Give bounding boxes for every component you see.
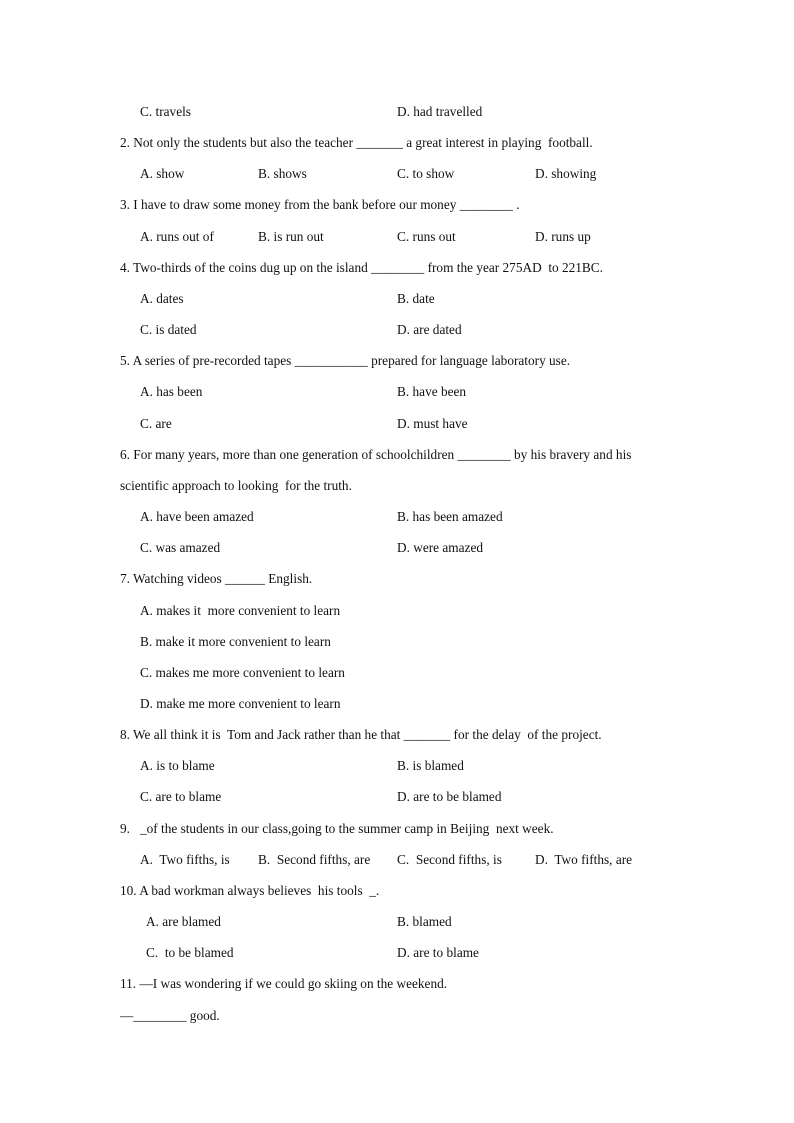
question-5-stem: 5. A series of pre-recorded tapes ___________ prepared for language laboratory use. (120, 353, 571, 369)
question-3-stem: 3. I have to draw some money from the bank before our money ________ . (120, 197, 520, 213)
question-8-option-a: A. is to blame (140, 758, 215, 774)
question-4-options-row-2 (0, 314, 794, 345)
question-11-answer-row (0, 1000, 794, 1031)
question-6-stem-row-1 (0, 439, 794, 470)
question-7-stem-row (0, 563, 794, 594)
question-11-stem: 11. —I was wondering if we could go skiing on the weekend. (120, 976, 448, 992)
question-10-option-b: B. blamed (397, 914, 452, 930)
question-9-option-a: A. Two fifths, is (140, 851, 230, 867)
question-8-options-row-1 (0, 750, 794, 781)
question-5-option-d: D. must have (397, 415, 468, 431)
question-2-option-b: B. shows (258, 166, 307, 182)
question-2-options-row (0, 158, 794, 189)
question-10-options-row-2 (0, 937, 794, 968)
question-9-option-c: C. Second fifths, is (397, 851, 502, 867)
question-10-option-d: D. are to blame (397, 945, 479, 961)
question-4-options-row-1 (0, 283, 794, 314)
question-2-stem-row (0, 127, 794, 158)
question-7-option-c-row (0, 657, 794, 688)
question-7-stem: 7. Watching videos ______ English. (120, 571, 313, 587)
question-10-stem: 10. A bad workman always believes his tools _. (120, 882, 380, 898)
question-4-option-c: C. is dated (140, 322, 197, 338)
question-4-option-a: A. dates (140, 290, 184, 306)
question-3-stem-row (0, 189, 794, 220)
question-7-option-d-row (0, 688, 794, 719)
question-1-option-c: C. travels (140, 104, 191, 119)
question-3-option-b: B. is run out (258, 228, 324, 244)
question-2-stem: 2. Not only the students but also the teacher _______ a great interest in playing football. (120, 135, 593, 151)
question-2-option-d: D. showing (535, 166, 597, 182)
question-4-stem: 4. Two-thirds of the coins dug up on the island ________ from the year 275AD to 221BC. (120, 259, 603, 275)
question-1-options-row (0, 96, 794, 127)
question-6-option-c: C. was amazed (140, 540, 221, 556)
question-6-stem-line-2: scientific approach to looking for the truth. (120, 477, 352, 493)
question-5-options-row-2 (0, 408, 794, 439)
question-3-option-d: D. runs up (535, 228, 591, 244)
question-2-option-a: A. show (140, 166, 185, 182)
question-9-option-d: D. Two fifths, are (535, 851, 633, 867)
question-1-option-d: D. had travelled (397, 104, 483, 119)
question-10-option-a: A. are blamed (146, 914, 221, 930)
worksheet-page (0, 96, 794, 1031)
question-7-option-a: A. makes it more convenient to learn (140, 602, 341, 618)
question-6-options-row-1 (0, 501, 794, 532)
question-4-stem-row (0, 252, 794, 283)
question-3-option-a: A. runs out of (140, 228, 214, 244)
question-6-options-row-2 (0, 532, 794, 563)
question-9-stem: 9. _of the students in our class,going to the summer camp in Beijing next week. (120, 820, 554, 836)
question-5-option-a: A. has been (140, 384, 203, 400)
question-7-option-b-row (0, 626, 794, 657)
question-8-options-row-2 (0, 781, 794, 812)
question-6-option-b: B. has been amazed (397, 509, 503, 525)
question-11-stem-row (0, 968, 794, 999)
question-5-option-c: C. are (140, 415, 172, 431)
question-8-option-c: C. are to blame (140, 789, 222, 805)
question-3-options-row (0, 221, 794, 252)
question-8-option-b: B. is blamed (397, 758, 464, 774)
question-4-option-b: B. date (397, 290, 435, 306)
question-7-option-c: C. makes me more convenient to learn (140, 664, 345, 680)
question-9-options-row (0, 844, 794, 875)
question-6-stem-row-2 (0, 470, 794, 501)
question-8-stem: 8. We all think it is Tom and Jack rather than he that _______ for the delay of the project. (120, 727, 602, 743)
question-10-stem-row (0, 875, 794, 906)
question-3-option-c: C. runs out (397, 228, 456, 244)
question-11-answer-line: —________ good. (120, 1007, 220, 1023)
question-10-option-c: C. to be blamed (146, 945, 234, 961)
question-9-stem-row (0, 813, 794, 844)
question-7-option-a-row (0, 595, 794, 626)
question-6-option-d: D. were amazed (397, 540, 484, 556)
question-10-options-row-1 (0, 906, 794, 937)
question-7-option-d: D. make me more convenient to learn (140, 695, 341, 711)
question-6-stem-line-1: 6. For many years, more than one generation of schoolchildren ________ by his bravery and his (120, 446, 632, 462)
question-9-option-b: B. Second fifths, are (258, 851, 371, 867)
question-8-stem-row (0, 719, 794, 750)
question-4-option-d: D. are dated (397, 322, 462, 338)
question-6-option-a: A. have been amazed (140, 509, 254, 525)
question-8-option-d: D. are to be blamed (397, 789, 502, 805)
question-5-options-row-1 (0, 376, 794, 407)
question-7-option-b: B. make it more convenient to learn (140, 633, 331, 649)
question-5-stem-row (0, 345, 794, 376)
question-5-option-b: B. have been (397, 384, 467, 400)
question-2-option-c: C. to show (397, 166, 455, 182)
